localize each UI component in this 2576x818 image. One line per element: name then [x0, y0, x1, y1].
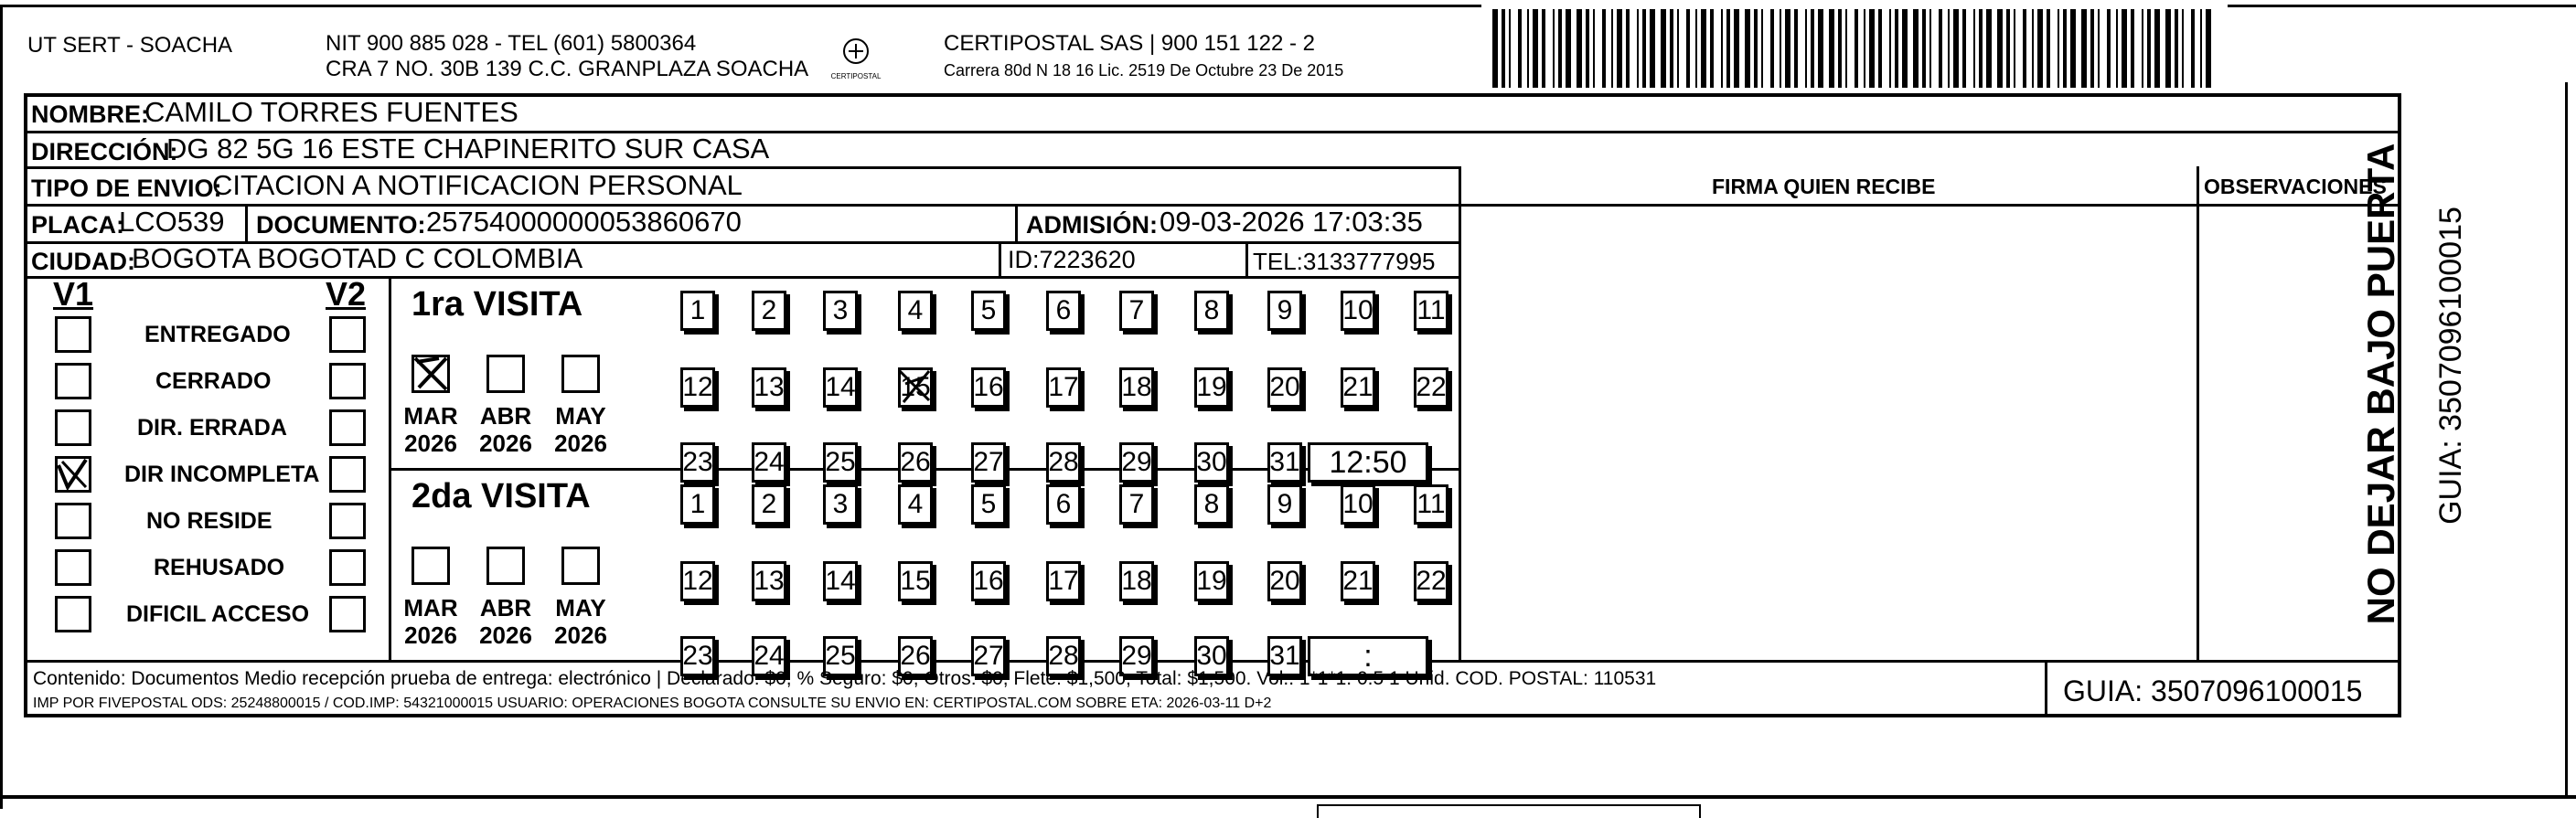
svg-text:CERTIPOSTAL: CERTIPOSTAL: [830, 72, 882, 80]
time-field[interactable]: :: [1308, 636, 1428, 676]
day-cell[interactable]: 25: [823, 636, 858, 676]
barcode-bar: [1553, 9, 1555, 88]
left-edge: [0, 5, 3, 809]
status-v2-checkbox[interactable]: [329, 503, 366, 539]
barcode-bar: [1611, 9, 1613, 88]
status-v1-checkbox-checked[interactable]: [55, 456, 91, 493]
barcode-bar: [2191, 9, 2195, 88]
day-cell[interactable]: 20: [1267, 561, 1302, 601]
second-month-checkbox[interactable]: [561, 547, 600, 585]
day-cell[interactable]: 18: [1119, 561, 1154, 601]
barcode-bar: [1502, 9, 1505, 88]
barcode-bar: [2175, 9, 2178, 88]
time-field[interactable]: 12:50: [1308, 442, 1428, 483]
day-cell[interactable]: 23: [680, 442, 715, 483]
barcode-bar: [1650, 9, 1655, 88]
month-label: MAY: [555, 594, 606, 621]
cell-line: [1015, 204, 1018, 241]
barcode-bar: [2037, 9, 2043, 88]
barcode-bar: [1829, 9, 1834, 88]
day-cell[interactable]: 11: [1414, 484, 1448, 525]
day-cell[interactable]: 2: [752, 291, 786, 331]
signature-header: FIRMA QUIEN RECIBE: [1712, 175, 1936, 198]
day-cell[interactable]: 8: [1194, 484, 1229, 525]
status-v1-checkbox[interactable]: [55, 363, 91, 399]
barcode-bar: [1642, 9, 1646, 88]
barcode-bar: [1695, 9, 1697, 88]
barcode-bar: [2122, 9, 2127, 88]
type-label: TIPO DE ENVIO:: [31, 175, 222, 202]
day-cell[interactable]: 31: [1267, 636, 1302, 676]
day-cell[interactable]: 27: [971, 442, 1006, 483]
barcode-bar: [1721, 9, 1723, 88]
barcode-bar: [1939, 9, 1942, 88]
barcode-bar: [2006, 9, 2010, 88]
barcode-bar: [1593, 9, 1595, 88]
day-cell[interactable]: 25: [823, 442, 858, 483]
barcode-bar: [1855, 9, 1858, 88]
day-cell[interactable]: 6: [1046, 291, 1081, 331]
barcode-bar: [1558, 9, 1562, 88]
barcode-bar: [1661, 9, 1666, 88]
bottom-tab: [1317, 804, 1701, 818]
v2-header: V2: [326, 275, 367, 313]
barcode-bar: [1626, 9, 1630, 88]
barcode-bar: [2165, 9, 2171, 88]
month-label: ABR: [479, 594, 532, 621]
day-cell-checked[interactable]: [898, 367, 933, 408]
status-v2-checkbox[interactable]: [329, 596, 366, 632]
day-cell[interactable]: 27: [971, 636, 1006, 676]
barcode-bar: [1533, 9, 1538, 88]
barcode-bar: [1677, 9, 1679, 88]
day-cell[interactable]: 12: [680, 561, 715, 601]
barcode-bar: [1754, 9, 1758, 88]
barcode-bar: [1745, 9, 1750, 88]
top-rule: [0, 5, 1481, 7]
day-cell[interactable]: 1: [680, 484, 715, 525]
barcode-bar: [2154, 9, 2160, 88]
second-month-checkbox[interactable]: [412, 547, 450, 585]
second-month-checkbox[interactable]: [486, 547, 525, 585]
cell-line: [245, 204, 248, 241]
status-v1-checkbox[interactable]: [55, 596, 91, 632]
year-label: 2026: [554, 621, 607, 649]
barcode-bar: [2063, 9, 2067, 88]
barcode-bar: [1953, 9, 1959, 88]
status-label: DIR INCOMPLETA: [124, 462, 320, 487]
day-number: 15: [900, 372, 931, 402]
barcode-bar: [1637, 9, 1639, 88]
cell-line: [999, 241, 1001, 276]
barcode-bar: [1922, 9, 1926, 88]
day-cell[interactable]: 14: [823, 561, 858, 601]
content-details: Contenido: Documentos Medio recepción prueba de entrega: electrónico | Declarado: $0, % Seguro: $0, Otros: $0, Flete: $1,500, Total: $1,500. Vol.. 1*1*1. 0.5 1 Unid. COD. POSTAL: 110531: [33, 668, 1657, 689]
barcode-bar: [1962, 9, 1966, 88]
barcode-bar: [1913, 9, 1919, 88]
day-cell[interactable]: 23: [680, 636, 715, 676]
day-cell[interactable]: 15: [898, 561, 933, 601]
day-cell[interactable]: 31: [1267, 442, 1302, 483]
day-cell[interactable]: 19: [1194, 561, 1229, 601]
barcode-bar: [2116, 9, 2118, 88]
first-month-checkbox[interactable]: [561, 355, 600, 393]
print-details: IMP POR FIVEPOSTAL ODS: 25248800015 / COD.IMP: 54321000015 USUARIO: OPERACIONES BOGOTA CONSULTE SU ENVIO EN: CERTIPOSTAL.COM SOBRE ETA: 2026-03-11 D+2: [33, 696, 1272, 711]
barcode-bar: [2070, 9, 2076, 88]
day-cell[interactable]: 21: [1341, 367, 1375, 408]
barcode-bar: [1845, 9, 1847, 88]
month-label: MAR: [403, 594, 458, 621]
status-v1-checkbox[interactable]: [55, 549, 91, 586]
year-label: 2026: [479, 430, 532, 457]
day-cell[interactable]: 30: [1194, 636, 1229, 676]
id-value: ID:7223620: [1008, 246, 1136, 273]
barcode-bar: [1509, 9, 1511, 88]
barcode-bar: [1869, 9, 1875, 88]
barcode-bar: [1686, 9, 1690, 88]
year-label: 2026: [404, 430, 457, 457]
year-label: 2026: [479, 621, 532, 649]
top-rule-right: [2228, 5, 2576, 7]
day-cell[interactable]: 8: [1194, 291, 1229, 331]
day-cell[interactable]: 7: [1119, 291, 1154, 331]
certipostal-logo: [828, 33, 883, 84]
name-label: NOMBRE:: [31, 101, 149, 128]
barcode-bar: [2032, 9, 2034, 88]
barcode-bar: [1929, 9, 1931, 88]
recipient-name: CAMILO TORRES FUENTES: [144, 96, 518, 128]
first-month-checkbox[interactable]: [486, 355, 525, 393]
barcode-bar: [1838, 9, 1842, 88]
day-cell[interactable]: 21: [1341, 561, 1375, 601]
barcode-bar: [1670, 9, 1673, 88]
tel-value: TEL:3133777995: [1253, 248, 1436, 275]
barcode-bar: [2142, 9, 2143, 88]
status-v1-checkbox[interactable]: [55, 409, 91, 446]
status-v2-checkbox[interactable]: [329, 456, 366, 493]
barcode-bar: [2058, 9, 2059, 88]
day-cell[interactable]: 9: [1267, 484, 1302, 525]
sender-address: CRA 7 NO. 30B 139 C.C. GRANPLAZA SOACHA: [326, 57, 809, 81]
day-cell[interactable]: 7: [1119, 484, 1154, 525]
day-cell[interactable]: 17: [1046, 367, 1081, 408]
day-cell[interactable]: 22: [1414, 561, 1448, 601]
barcode-bar: [2206, 9, 2211, 88]
barcode-bar: [2023, 9, 2026, 88]
barcode-bar: [1518, 9, 1522, 88]
day-cell[interactable]: 24: [752, 636, 786, 676]
barcode-bar: [1710, 9, 1714, 88]
barcode-bar: [1785, 9, 1790, 88]
day-cell[interactable]: 26: [898, 636, 933, 676]
day-cell[interactable]: 19: [1194, 367, 1229, 408]
day-cell[interactable]: 3: [823, 291, 858, 331]
company-license: Carrera 80d N 18 16 Lic. 2519 De Octubre 23 De 2015: [944, 61, 1344, 80]
barcode-bar: [1997, 9, 2003, 88]
barcode-bar: [1973, 9, 1975, 88]
day-cell[interactable]: 18: [1119, 367, 1154, 408]
month-label: MAY: [555, 402, 606, 430]
bottom-rule: [0, 795, 2576, 799]
day-cell[interactable]: 12: [680, 367, 715, 408]
barcode-bar: [2200, 9, 2202, 88]
barcode-bar: [1864, 9, 1865, 88]
barcode-bar: [2182, 9, 2184, 88]
company-info: CERTIPOSTAL SAS | 900 151 122 - 2: [944, 31, 1315, 56]
col-line: [2197, 166, 2199, 660]
address-label: DIRECCIÓN:: [31, 138, 178, 165]
barcode-bar: [2107, 9, 2111, 88]
barcode-bar: [1902, 9, 1908, 88]
day-cell[interactable]: 24: [752, 442, 786, 483]
day-cell[interactable]: 5: [971, 484, 1006, 525]
status-label: NO RESIDE: [146, 508, 273, 534]
barcode-bar: [1566, 9, 1571, 88]
day-cell[interactable]: 2: [752, 484, 786, 525]
barcode-bar: [2014, 9, 2015, 88]
city-label: CIUDAD:: [31, 248, 135, 275]
barcode-bar: [1770, 9, 1774, 88]
barcode-bar: [1542, 9, 1545, 88]
day-cell[interactable]: 10: [1341, 484, 1375, 525]
day-cell[interactable]: 10: [1341, 291, 1375, 331]
status-label: REHUSADO: [154, 555, 285, 580]
barcode-bar: [1726, 9, 1730, 88]
barcode-bar: [1805, 9, 1807, 88]
status-v2-checkbox[interactable]: [329, 409, 366, 446]
recipient-address: DG 82 5G 16 ESTE CHAPINERITO SUR CASA: [166, 133, 770, 165]
barcode-bar: [2090, 9, 2094, 88]
barcode-bar: [1577, 9, 1582, 88]
cross-mark-icon: [412, 355, 450, 393]
year-label: 2026: [404, 621, 457, 649]
day-cell[interactable]: 16: [971, 561, 1006, 601]
barcode-bar: [1701, 9, 1706, 88]
document-value: 25754000000053860670: [426, 206, 742, 238]
barcode-bar: [1948, 9, 1950, 88]
barcode-bar: [1818, 9, 1823, 88]
status-v2-checkbox[interactable]: [329, 549, 366, 586]
plate-label: PLACA:: [31, 211, 124, 239]
day-cell[interactable]: 9: [1267, 291, 1302, 331]
barcode-bar: [1895, 9, 1898, 88]
month-label: MAR: [403, 402, 458, 430]
status-label: CERRADO: [155, 368, 272, 394]
status-v1-checkbox[interactable]: [55, 316, 91, 353]
barcode-bar: [2131, 9, 2134, 88]
barcode-bar: [1986, 9, 1992, 88]
day-cell[interactable]: 6: [1046, 484, 1081, 525]
sender-nit-tel: NIT 900 885 028 - TEL (601) 5800364: [326, 31, 697, 56]
row-line: [24, 276, 1459, 279]
observations-header: OBSERVACIONES: [2204, 175, 2387, 198]
status-label: DIR. ERRADA: [137, 415, 287, 441]
day-cell[interactable]: 3: [823, 484, 858, 525]
day-cell[interactable]: 16: [971, 367, 1006, 408]
status-label: ENTREGADO: [144, 322, 291, 347]
barcode-bar: [2047, 9, 2050, 88]
day-cell[interactable]: 1: [680, 291, 715, 331]
barcode-bar: [1780, 9, 1781, 88]
day-cell[interactable]: 20: [1267, 367, 1302, 408]
document-label: DOCUMENTO:: [256, 211, 426, 239]
barcode-bar: [1527, 9, 1529, 88]
day-cell[interactable]: 26: [898, 442, 933, 483]
day-cell[interactable]: 29: [1119, 636, 1154, 676]
no-dejar-bajo-puerta: NO DEJAR BAJO PUERTA: [2359, 143, 2402, 625]
col-line: [1459, 166, 1461, 660]
barcode-bar: [2081, 9, 2087, 88]
sender-name: UT SERT - SOACHA: [27, 33, 233, 58]
barcode-bar: [1761, 9, 1763, 88]
first-month-checkbox-checked[interactable]: [412, 355, 450, 393]
day-cell[interactable]: 14: [823, 367, 858, 408]
barcode-bar: [2098, 9, 2100, 88]
day-cell[interactable]: 13: [752, 367, 786, 408]
day-cell[interactable]: 5: [971, 291, 1006, 331]
v1-header: V1: [53, 275, 94, 313]
barcode-bar: [1586, 9, 1589, 88]
second-visit-title: 2da VISITA: [412, 477, 591, 515]
day-cell[interactable]: 4: [898, 291, 933, 331]
day-cell[interactable]: 28: [1046, 636, 1081, 676]
day-cell[interactable]: 4: [898, 484, 933, 525]
barcode-bar: [1878, 9, 1882, 88]
barcode: [1492, 9, 2224, 88]
plate-value: LCO539: [119, 206, 225, 238]
day-cell[interactable]: 13: [752, 561, 786, 601]
city-value: BOGOTA BOGOTAD C COLOMBIA: [132, 242, 583, 274]
admission-date: 09-03-2026 17:03:35: [1160, 206, 1423, 238]
day-cell[interactable]: 28: [1046, 442, 1081, 483]
barcode-bar: [1734, 9, 1739, 88]
barcode-bar: [2147, 9, 2151, 88]
day-cell[interactable]: 29: [1119, 442, 1154, 483]
status-v1-checkbox[interactable]: [55, 503, 91, 539]
side-guia: GUIA: 3507096100015: [2433, 207, 2468, 525]
shipment-type: CITACION A NOTIFICACION PERSONAL: [212, 169, 743, 201]
day-cell[interactable]: 11: [1414, 291, 1448, 331]
day-cell[interactable]: 17: [1046, 561, 1081, 601]
right-edge: [2565, 82, 2568, 795]
day-cell[interactable]: 22: [1414, 367, 1448, 408]
status-v2-checkbox[interactable]: [329, 363, 366, 399]
first-visit-title: 1ra VISITA: [412, 285, 583, 324]
status-v2-checkbox[interactable]: [329, 316, 366, 353]
checkmark-icon: [55, 456, 91, 493]
admission-label: ADMISIÓN:: [1026, 211, 1158, 239]
footer-guia: GUIA: 3507096100015: [2063, 675, 2363, 707]
barcode-bar: [1811, 9, 1814, 88]
barcode-bar: [1617, 9, 1622, 88]
barcode-bar: [1889, 9, 1891, 88]
barcode-bar: [1492, 9, 1498, 88]
barcode-bar: [1602, 9, 1606, 88]
year-label: 2026: [554, 430, 607, 457]
day-cell[interactable]: 30: [1194, 442, 1229, 483]
footer-divider: [2045, 660, 2047, 717]
barcode-bar: [1979, 9, 1983, 88]
month-label: ABR: [479, 402, 532, 430]
status-label: DIFICIL ACCESO: [126, 601, 310, 627]
cell-line: [1245, 241, 1248, 276]
barcode-bar: [1794, 9, 1798, 88]
